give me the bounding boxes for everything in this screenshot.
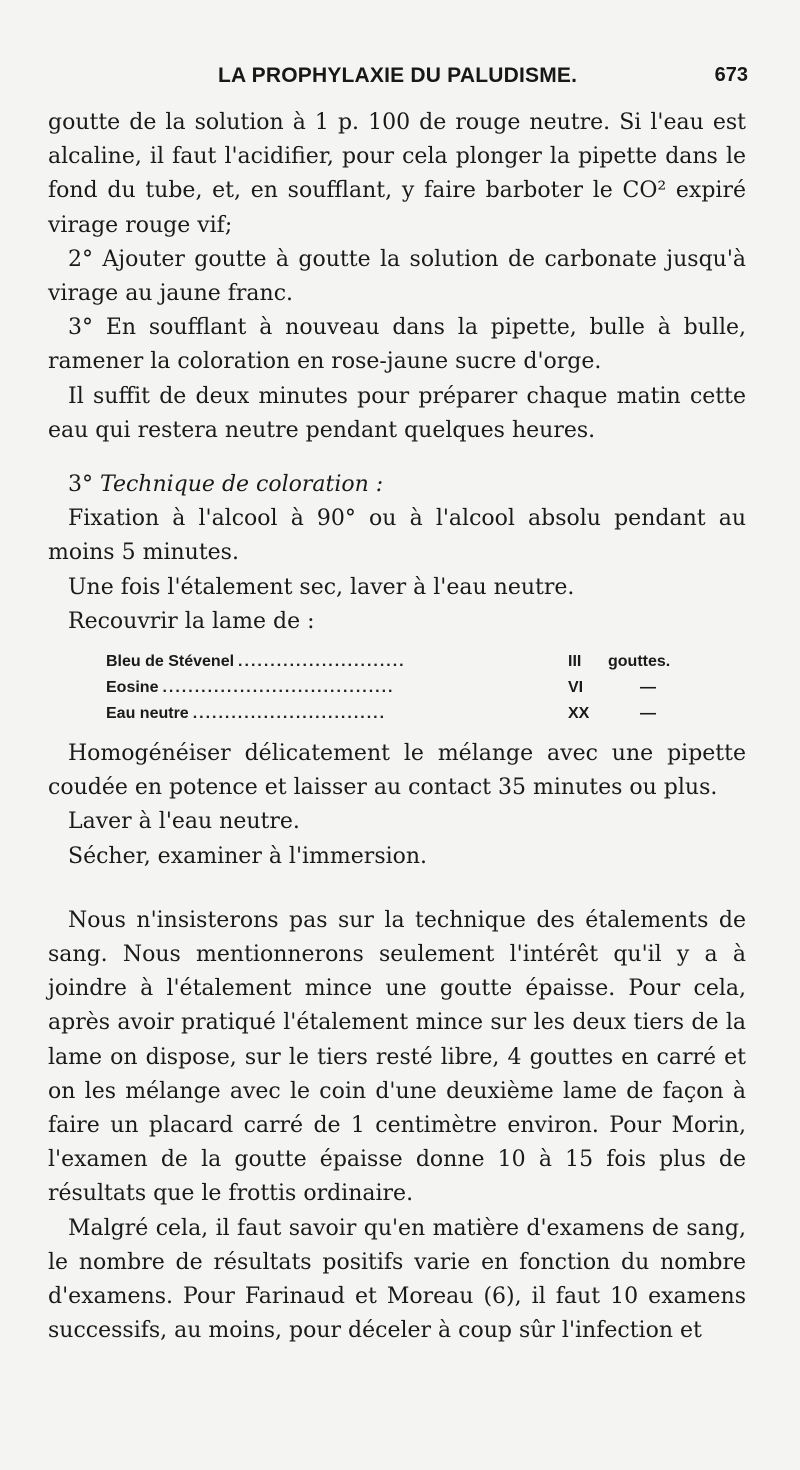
recipe-quantity: XX [568, 705, 590, 723]
recipe-ingredient: Bleu de Stévenel [106, 653, 235, 671]
recipe-ingredient: Eau neutre [106, 705, 189, 723]
paragraph: goutte de la solution à 1 p. 100 de rouge neutre. Si l'eau est alcaline, il faut l'acidifier, pour cela plonger la pipette dans le fond du tube, et, en soufflant, y faire barboter le CO² expiré virage rouge vif; [48, 110, 746, 238]
recipe-row [106, 675, 688, 701]
body-text [48, 106, 746, 1349]
recipe-row [106, 701, 688, 727]
recipe-table [106, 649, 688, 727]
paragraph: Malgré cela, il faut savoir qu'en matière d'examens de sang, le nombre de résultats positifs varie en fonction du nombre d'examens. Pour Farinaud et Moreau (6), il faut 10 examens successifs, au moins, pour déceler à coup sûr l'infection et [48, 1215, 746, 1344]
section-title: Technique de coloration : [100, 472, 384, 498]
spacer [48, 448, 746, 468]
recipe-leader-dots: .............................. [192, 705, 387, 723]
step: Fixation à l'alcool à 90° ou à l'alcool absolu pendant au moins 5 minutes. [48, 506, 746, 566]
running-title: LA PROPHYLAXIE DU PALUDISME. [218, 64, 578, 87]
paragraph: 2° Ajouter goutte à goutte la solution de carbonate jusqu'à virage au jaune franc. [48, 246, 746, 307]
spacer [48, 874, 746, 904]
recipe-quantity: III [568, 653, 582, 671]
recipe-unit: gouttes. [608, 653, 671, 671]
paragraph: Il suffit de deux minutes pour préparer chaque matin cette eau qui restera neutre pendant quelques heures. [48, 383, 746, 443]
recipe-ingredient: Eosine [106, 679, 159, 697]
paragraph: 3° En soufflant à nouveau dans la pipette, bulle à bulle, ramener la coloration en rose-jaune sucre d'orge. [48, 315, 746, 375]
page-number: 673 [714, 64, 748, 86]
recipe-leader-dots: .......................... [238, 653, 406, 671]
step: Homogénéiser délicatement le mélange avec une pipette coudée en potence et laisser au contact 35 minutes ou plus. [48, 741, 746, 801]
recipe-leader-dots: .................................... [162, 679, 395, 697]
step: Recouvrir la lame de : [68, 608, 315, 634]
page-header [48, 60, 748, 96]
recipe-unit: — [640, 705, 656, 723]
recipe-quantity: VI [568, 679, 584, 697]
section-number: 3° [68, 472, 93, 498]
step: Laver à l'eau neutre. [68, 809, 300, 835]
step: Sécher, examiner à l'immersion. [68, 843, 428, 869]
recipe-unit: — [640, 679, 656, 697]
step: Une fois l'étalement sec, laver à l'eau neutre. [68, 574, 575, 600]
paragraph: Nous n'insisterons pas sur la technique des étalements de sang. Nous mentionnerons seulement l'intérêt qu'il y a à joindre à l'étalement mince une goutte épaisse. Pour cela, après avoir pratiqué l'étalement mince sur les deux tiers de la lame on dispose, sur le tiers resté libre, 4 gouttes en carré et on les mélange avec le coin d'une deuxième lame de façon à faire un placard carré de 1 centimètre environ. Pour Morin, l'examen de la goutte épaisse donne 10 à 15 fois plus de résultats que le frottis ordinaire. [48, 907, 746, 1207]
section-heading [48, 468, 746, 502]
recipe-row [106, 649, 688, 675]
